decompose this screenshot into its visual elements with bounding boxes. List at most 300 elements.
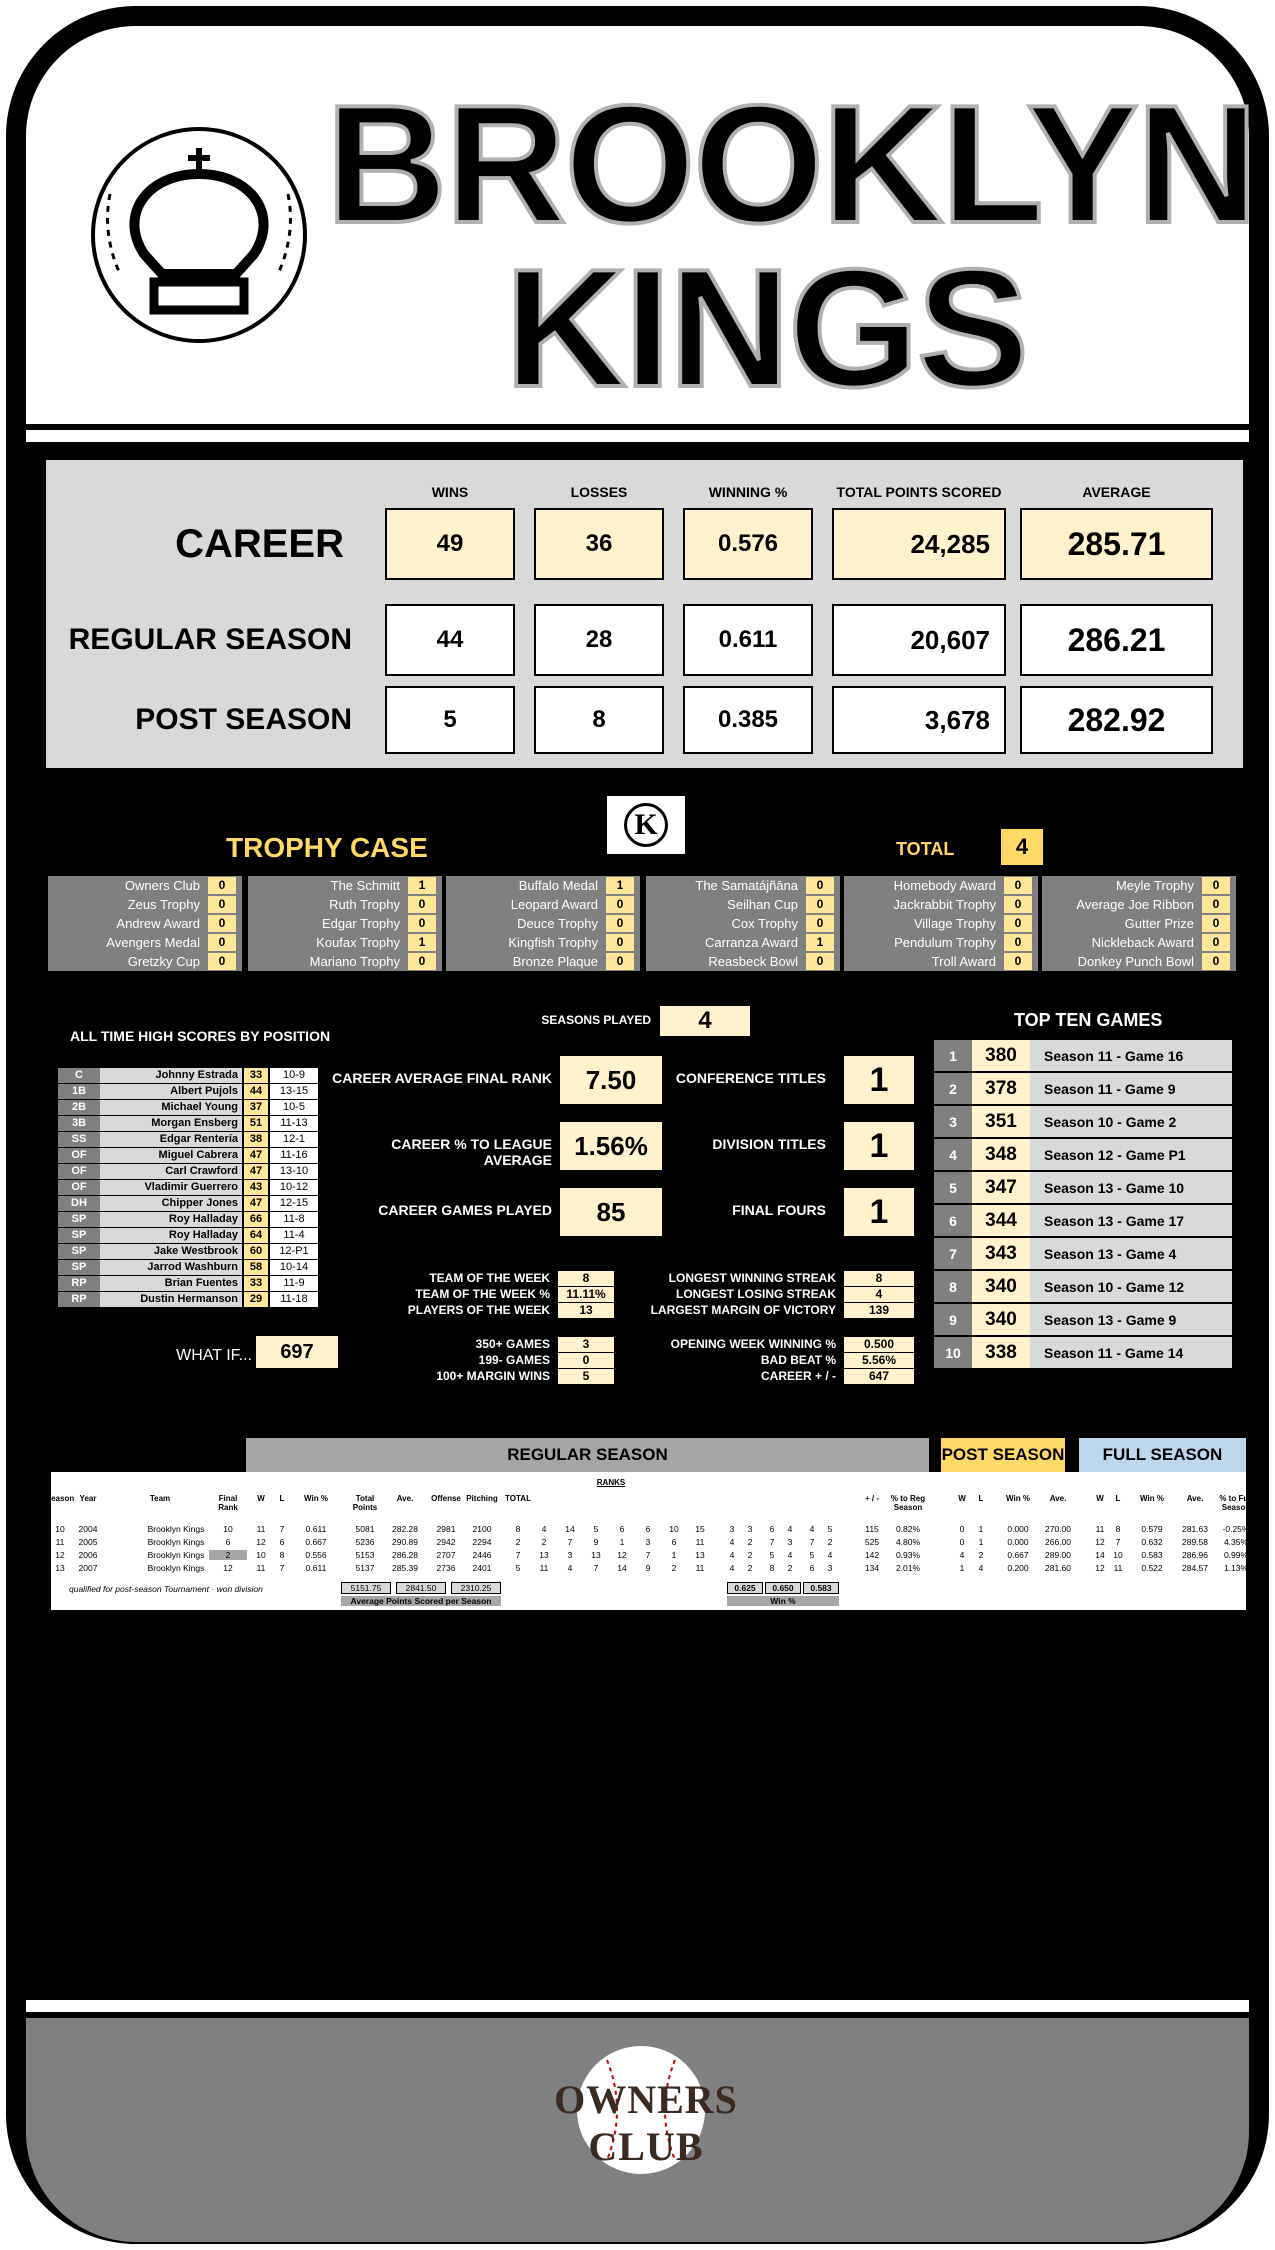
high-score-row <box>58 1292 336 1307</box>
season-cell: 5137 <box>355 1563 375 1573</box>
season-col-header: Pitching <box>466 1494 498 1503</box>
season-cell: 4.35% <box>1223 1537 1249 1547</box>
career-small-right-value-0: 8 <box>844 1271 914 1286</box>
kings-badge <box>607 796 685 854</box>
season-avg-value: 2841.50 <box>396 1582 446 1594</box>
high-score-player: Morgan Ensberg <box>100 1116 242 1131</box>
trophy-count: 0 <box>606 953 634 970</box>
stat-value-1-3: 20,607 <box>832 604 1006 676</box>
season-cell: 4 <box>809 1524 815 1534</box>
trophy-count: 0 <box>1202 934 1230 951</box>
trophy-row <box>1042 933 1236 952</box>
season-cell: 7 <box>279 1563 285 1573</box>
career-left-value-1: 1.56% <box>560 1122 662 1170</box>
season-cell: 2981 <box>436 1524 456 1534</box>
career-small-right-label-0: LONGEST WINNING STREAK <box>668 1271 836 1285</box>
trophy-count: 0 <box>208 934 236 951</box>
career-small-left-label-1: TEAM OF THE WEEK % <box>415 1287 550 1301</box>
trophy-total-label: TOTAL <box>896 839 955 859</box>
season-cell: Brooklyn Kings <box>147 1524 205 1534</box>
trophy-count: 0 <box>806 915 834 932</box>
trophy-row <box>844 933 1038 952</box>
seasons-played-value: 4 <box>660 1006 750 1036</box>
season-cell: 13 <box>591 1550 601 1560</box>
season-cell: Brooklyn Kings <box>147 1563 205 1573</box>
high-score-position: SP <box>58 1228 100 1243</box>
stat-header-4: AVERAGE <box>1082 484 1151 500</box>
season-cell: 6 <box>809 1563 815 1573</box>
trophy-count: 0 <box>606 934 634 951</box>
trophy-name: Village Trophy <box>913 916 996 931</box>
high-score-position: SP <box>58 1212 100 1227</box>
stat-value-2-3: 3,678 <box>832 686 1006 754</box>
trophy-column-4 <box>844 876 1038 971</box>
career-small-left-label-2: PLAYERS OF THE WEEK <box>407 1303 550 1317</box>
trophy-column-1 <box>248 876 442 971</box>
top-game-row <box>934 1271 1232 1302</box>
season-cell: 4 <box>567 1563 573 1573</box>
season-cell: 4 <box>827 1550 833 1560</box>
season-cell: 5 <box>827 1524 833 1534</box>
title-line-2: KINGS <box>504 234 1028 422</box>
season-col-header: Ave. <box>396 1494 414 1503</box>
season-cell: 2707 <box>436 1550 456 1560</box>
season-cell: 0.583 <box>1141 1550 1163 1560</box>
trophy-count: 0 <box>1202 896 1230 913</box>
high-score-position: DH <box>58 1196 100 1211</box>
trophy-name: Nickleback Award <box>1091 935 1194 950</box>
season-cell: 6 <box>645 1524 651 1534</box>
high-score-player: Roy Halladay <box>100 1212 242 1227</box>
season-col-header: Final Rank <box>218 1494 238 1512</box>
trophy-count: 0 <box>806 877 834 894</box>
season-avg-value: 2310.25 <box>451 1582 501 1594</box>
top-game-label: Season 11 - Game 16 <box>1030 1040 1232 1071</box>
trophy-name: Meyle Trophy <box>1115 878 1194 893</box>
season-cell: 0.200 <box>1007 1563 1029 1573</box>
top-game-rank: 5 <box>934 1172 972 1203</box>
high-score-position: 2B <box>58 1100 100 1115</box>
career-left-label-1: CAREER % TO LEAGUE AVERAGE <box>391 1136 552 1168</box>
trophy-name: The Samatájñāna <box>695 878 798 893</box>
top-game-row <box>934 1040 1232 1071</box>
top-game-label: Season 11 - Game 9 <box>1030 1073 1232 1104</box>
top-game-score: 344 <box>972 1205 1030 1236</box>
high-score-points: 60 <box>244 1244 268 1259</box>
trophy-row <box>248 876 442 895</box>
high-score-player: Jake Westbrook <box>100 1244 242 1259</box>
top-game-score: 343 <box>972 1238 1030 1269</box>
trophy-name: Edgar Trophy <box>321 916 400 931</box>
season-cell: 7 <box>809 1537 815 1547</box>
season-history <box>45 1438 1253 1610</box>
trophy-name: Carranza Award <box>705 935 798 950</box>
career-small-left-label-3: 350+ GAMES <box>475 1337 550 1351</box>
season-cell: 6 <box>225 1537 231 1547</box>
high-score-row <box>58 1116 336 1131</box>
trophy-row <box>248 914 442 933</box>
career-right-label-1: DIVISION TITLES <box>712 1136 826 1152</box>
stat-value-2-4: 282.92 <box>1020 686 1213 754</box>
high-score-points: 29 <box>244 1292 268 1307</box>
season-cell: 2736 <box>436 1563 456 1573</box>
high-score-game: 11-8 <box>270 1212 318 1227</box>
season-cell: Brooklyn Kings <box>147 1537 205 1547</box>
trophy-name: Donkey Punch Bowl <box>1077 954 1194 969</box>
trophy-name: Zeus Trophy <box>127 897 200 912</box>
season-cell: 11 <box>55 1537 65 1547</box>
trophy-name: Koufax Trophy <box>316 935 400 950</box>
season-cell: 2100 <box>472 1524 492 1534</box>
season-cell: 6 <box>619 1524 625 1534</box>
season-cell: 13 <box>539 1550 549 1560</box>
season-cell: 2.01% <box>895 1563 921 1573</box>
what-if-label: WHAT IF... <box>176 1347 252 1364</box>
trophy-row <box>646 876 840 895</box>
trophy-count: 0 <box>1004 877 1032 894</box>
season-cell: 12 <box>223 1563 233 1573</box>
stat-row-label-0: CAREER <box>175 522 344 566</box>
top-ten-table <box>934 1040 1232 1370</box>
high-score-position: SS <box>58 1132 100 1147</box>
season-cell: 4 <box>729 1563 735 1573</box>
trophy-row <box>844 876 1038 895</box>
career-small-left-value-1: 11.11% <box>558 1287 614 1302</box>
season-cell: 6 <box>671 1537 677 1547</box>
season-cell: 2 <box>747 1550 753 1560</box>
season-cell: 134 <box>864 1563 880 1573</box>
season-cell: 4 <box>787 1550 793 1560</box>
season-cell: 12 <box>1095 1563 1105 1573</box>
season-col-header: Ave. <box>1049 1494 1067 1503</box>
season-footnote: qualified for post-season Tournament · won division <box>69 1584 263 1594</box>
trophy-count: 0 <box>208 877 236 894</box>
trophy-count: 0 <box>1004 934 1032 951</box>
season-cell: 14 <box>565 1524 575 1534</box>
season-cell: 8 <box>1115 1524 1121 1534</box>
trophy-count: 0 <box>408 915 436 932</box>
season-cell: 1 <box>978 1524 984 1534</box>
season-col-header: Season <box>45 1494 75 1503</box>
high-score-player: Albert Pujols <box>100 1084 242 1099</box>
high-score-points: 47 <box>244 1148 268 1163</box>
high-score-row <box>58 1260 336 1275</box>
season-cell: 6 <box>279 1537 285 1547</box>
high-score-points: 43 <box>244 1180 268 1195</box>
trophy-row <box>844 952 1038 971</box>
high-score-points: 66 <box>244 1212 268 1227</box>
season-cell: 0 <box>959 1524 965 1534</box>
high-score-points: 33 <box>244 1276 268 1291</box>
high-score-points: 37 <box>244 1100 268 1115</box>
high-score-points: 47 <box>244 1196 268 1211</box>
career-small-right-label-5: CAREER + / - <box>760 1369 836 1383</box>
high-score-player: Roy Halladay <box>100 1228 242 1243</box>
high-score-player: Brian Fuentes <box>100 1276 242 1291</box>
season-cell: 0.000 <box>1007 1537 1029 1547</box>
trophy-name: Pendulum Trophy <box>894 935 996 950</box>
season-col-header: Year <box>79 1494 97 1503</box>
season-cell: 2 <box>209 1550 247 1560</box>
trophy-row <box>446 914 640 933</box>
season-cell: 266.00 <box>1045 1537 1071 1547</box>
high-score-row <box>58 1228 336 1243</box>
season-cell: 7 <box>515 1550 521 1560</box>
trophy-name: Deuce Trophy <box>517 916 598 931</box>
high-score-player: Vladimir Guerrero <box>100 1180 242 1195</box>
season-cell: 2004 <box>78 1524 98 1534</box>
season-cell: 0 <box>959 1537 965 1547</box>
high-score-game: 11-4 <box>270 1228 318 1243</box>
season-cell: 7 <box>645 1550 651 1560</box>
season-cell: 6 <box>769 1524 775 1534</box>
trophy-name: Cox Trophy <box>731 916 798 931</box>
stat-value-2-0: 5 <box>385 686 515 754</box>
trophy-row <box>446 876 640 895</box>
high-score-points: 38 <box>244 1132 268 1147</box>
top-game-score: 348 <box>972 1139 1030 1170</box>
trophy-count: 0 <box>1004 953 1032 970</box>
career-left-label-0: CAREER AVERAGE FINAL RANK <box>332 1070 552 1086</box>
trophy-count: 0 <box>806 896 834 913</box>
owners-club-logo-text: OWNERS CLUB <box>554 2077 738 2169</box>
trophy-row <box>844 914 1038 933</box>
season-col-header: W <box>257 1494 265 1503</box>
high-score-position: OF <box>58 1148 100 1163</box>
high-score-row <box>58 1276 336 1291</box>
regular-season-header: REGULAR SEASON <box>246 1438 929 1472</box>
top-game-rank: 6 <box>934 1205 972 1236</box>
career-small-right-value-2: 139 <box>844 1303 914 1318</box>
high-score-row <box>58 1132 336 1147</box>
season-cell: 0.632 <box>1141 1537 1163 1547</box>
career-small-left-label-5: 100+ MARGIN WINS <box>436 1369 550 1383</box>
stat-value-0-2: 0.576 <box>683 508 813 580</box>
full-season-header: FULL SEASON <box>1079 1438 1246 1472</box>
top-game-label: Season 13 - Game 17 <box>1030 1205 1232 1236</box>
top-game-row <box>934 1238 1232 1269</box>
career-small-right-label-1: LONGEST LOSING STREAK <box>675 1287 836 1301</box>
season-cell: 4.80% <box>895 1537 921 1547</box>
high-score-game: 13-10 <box>270 1164 318 1179</box>
season-cell: 2 <box>671 1563 677 1573</box>
high-score-game: 12-1 <box>270 1132 318 1147</box>
top-game-row <box>934 1337 1232 1368</box>
career-small-left-value-2: 13 <box>558 1303 614 1318</box>
trophy-count: 0 <box>1202 915 1230 932</box>
top-game-rank: 10 <box>934 1337 972 1368</box>
season-cell: 1 <box>671 1550 677 1560</box>
trophy-row <box>248 952 442 971</box>
high-score-row <box>58 1148 336 1163</box>
top-game-row <box>934 1304 1232 1335</box>
season-cell: 5 <box>809 1550 815 1560</box>
season-cell: 12 <box>1095 1537 1105 1547</box>
trophy-name: Andrew Award <box>116 916 200 931</box>
top-game-score: 380 <box>972 1040 1030 1071</box>
trophy-row <box>1042 952 1236 971</box>
career-small-left-value-3: 3 <box>558 1337 614 1352</box>
trophy-row <box>48 895 242 914</box>
top-game-rank: 3 <box>934 1106 972 1137</box>
trophy-row <box>48 933 242 952</box>
career-right-value-1: 1 <box>844 1122 914 1170</box>
trophy-name: Buffalo Medal <box>518 878 598 893</box>
season-col-header: L <box>1115 1494 1121 1503</box>
season-cell: 12 <box>617 1550 627 1560</box>
season-col-header: Win % <box>1006 1494 1030 1503</box>
high-score-row <box>58 1068 336 1083</box>
trophy-count: 0 <box>208 896 236 913</box>
high-score-position: OF <box>58 1164 100 1179</box>
top-game-rank: 8 <box>934 1271 972 1302</box>
trophy-name: Gutter Prize <box>1124 916 1194 931</box>
footer-divider <box>26 2000 1249 2012</box>
trophy-row <box>48 914 242 933</box>
season-cell: 0.000 <box>1007 1524 1029 1534</box>
season-cell: 0.611 <box>305 1563 327 1573</box>
season-cell: 9 <box>593 1537 599 1547</box>
high-score-points: 64 <box>244 1228 268 1243</box>
high-scores-table <box>58 1068 336 1308</box>
top-game-row <box>934 1205 1232 1236</box>
top-game-row <box>934 1139 1232 1170</box>
stat-value-2-2: 0.385 <box>683 686 813 754</box>
high-score-row <box>58 1212 336 1227</box>
trophy-row <box>446 952 640 971</box>
season-cell: 14 <box>617 1563 627 1573</box>
trophy-name: Reasbeck Bowl <box>708 954 798 969</box>
trophy-count: 0 <box>1004 915 1032 932</box>
season-cell: 3 <box>787 1537 793 1547</box>
trophy-name: Jackrabbit Trophy <box>893 897 996 912</box>
stat-value-0-3: 24,285 <box>832 508 1006 580</box>
season-cell: 11 <box>1113 1563 1123 1573</box>
top-ten-title: TOP TEN GAMES <box>1014 1010 1163 1030</box>
season-cell: 1 <box>959 1563 965 1573</box>
high-score-game: 12-P1 <box>270 1244 318 1259</box>
trophy-name: The Schmitt <box>330 878 400 893</box>
season-cell: 282.28 <box>392 1524 418 1534</box>
trophy-count: 1 <box>408 877 436 894</box>
season-col-header: TOTAL <box>505 1494 531 1503</box>
season-cell: 2007 <box>78 1563 98 1573</box>
career-small-left-label-0: TEAM OF THE WEEK <box>429 1271 550 1285</box>
top-game-score: 378 <box>972 1073 1030 1104</box>
top-game-row <box>934 1073 1232 1104</box>
high-score-player: Carl Crawford <box>100 1164 242 1179</box>
season-cell: 5236 <box>355 1537 375 1547</box>
top-game-rank: 1 <box>934 1040 972 1071</box>
high-score-game: 10-14 <box>270 1260 318 1275</box>
season-cell: 2 <box>978 1550 984 1560</box>
career-right-value-2: 1 <box>844 1188 914 1236</box>
trophy-name: Owners Club <box>124 878 200 893</box>
high-score-game: 11-16 <box>270 1148 318 1163</box>
trophy-row <box>844 895 1038 914</box>
stat-value-1-2: 0.611 <box>683 604 813 676</box>
trophy-name: Homebody Award <box>893 878 996 893</box>
crown-baseball-icon <box>88 124 310 346</box>
season-cell: 8 <box>279 1550 285 1560</box>
top-game-score: 351 <box>972 1106 1030 1137</box>
career-right-label-0: CONFERENCE TITLES <box>675 1070 826 1086</box>
trophy-count: 1 <box>408 934 436 951</box>
season-cell: 3 <box>567 1550 573 1560</box>
top-game-score: 347 <box>972 1172 1030 1203</box>
team-card <box>6 6 1269 2244</box>
season-cell: 286.96 <box>1182 1550 1208 1560</box>
trophy-case-title: TROPHY CASE <box>226 832 428 863</box>
season-cell: 11 <box>539 1563 549 1573</box>
season-cell: 14 <box>1095 1550 1105 1560</box>
trophy-count: 0 <box>606 915 634 932</box>
season-col-header: W <box>958 1494 966 1503</box>
season-cell: 11 <box>256 1524 266 1534</box>
trophy-name: Troll Award <box>931 954 996 969</box>
high-score-game: 10-5 <box>270 1100 318 1115</box>
season-cell: 13 <box>55 1563 65 1573</box>
high-score-row <box>58 1244 336 1259</box>
high-score-points: 47 <box>244 1164 268 1179</box>
season-cell: 2294 <box>472 1537 492 1547</box>
career-small-right-value-5: 647 <box>844 1369 914 1384</box>
high-score-row <box>58 1164 336 1179</box>
season-cell: 0.99% <box>1223 1550 1249 1560</box>
season-cell: 0.667 <box>305 1537 327 1547</box>
top-game-label: Season 10 - Game 12 <box>1030 1271 1232 1302</box>
season-cell: 2 <box>541 1537 547 1547</box>
top-game-rank: 2 <box>934 1073 972 1104</box>
season-cell: 3 <box>747 1524 753 1534</box>
season-cell: 5081 <box>355 1524 375 1534</box>
trophy-name: Avengers Medal <box>106 935 200 950</box>
trophy-column-0 <box>48 876 242 971</box>
high-score-game: 11-18 <box>270 1292 318 1307</box>
stat-value-1-4: 286.21 <box>1020 604 1213 676</box>
high-score-position: SP <box>58 1260 100 1275</box>
season-col-header: Team <box>149 1494 171 1503</box>
career-right-value-0: 1 <box>844 1056 914 1104</box>
season-col-header: L <box>978 1494 984 1503</box>
season-cell: 2005 <box>78 1537 98 1547</box>
season-col-header: % to Full Season <box>1219 1494 1253 1512</box>
high-score-points: 33 <box>244 1068 268 1083</box>
high-score-position: RP <box>58 1276 100 1291</box>
season-col-header: Ave. <box>1186 1494 1204 1503</box>
stat-header-3: TOTAL POINTS SCORED <box>836 484 1002 500</box>
trophy-name: Mariano Trophy <box>309 954 400 969</box>
season-cell: 8 <box>515 1524 521 1534</box>
trophy-total-value: 4 <box>1001 829 1043 865</box>
season-cell: 4 <box>787 1524 793 1534</box>
season-cell: 0.556 <box>305 1550 327 1560</box>
trophy-row <box>646 952 840 971</box>
season-cell: 0.522 <box>1141 1563 1163 1573</box>
top-game-rank: 7 <box>934 1238 972 1269</box>
season-col-header: + / - <box>864 1494 879 1503</box>
stat-header-0: WINS <box>431 484 469 500</box>
season-cell: 7 <box>769 1537 775 1547</box>
season-cell: 2 <box>787 1563 793 1573</box>
top-game-score: 338 <box>972 1337 1030 1368</box>
high-score-position: RP <box>58 1292 100 1307</box>
season-cell: 281.60 <box>1045 1563 1071 1573</box>
season-win-value: 0.650 <box>765 1582 801 1594</box>
trophy-name: Bronze Plaque <box>512 954 598 969</box>
career-small-left-label-4: 199- GAMES <box>478 1353 550 1367</box>
season-col-header: W <box>1096 1494 1104 1503</box>
